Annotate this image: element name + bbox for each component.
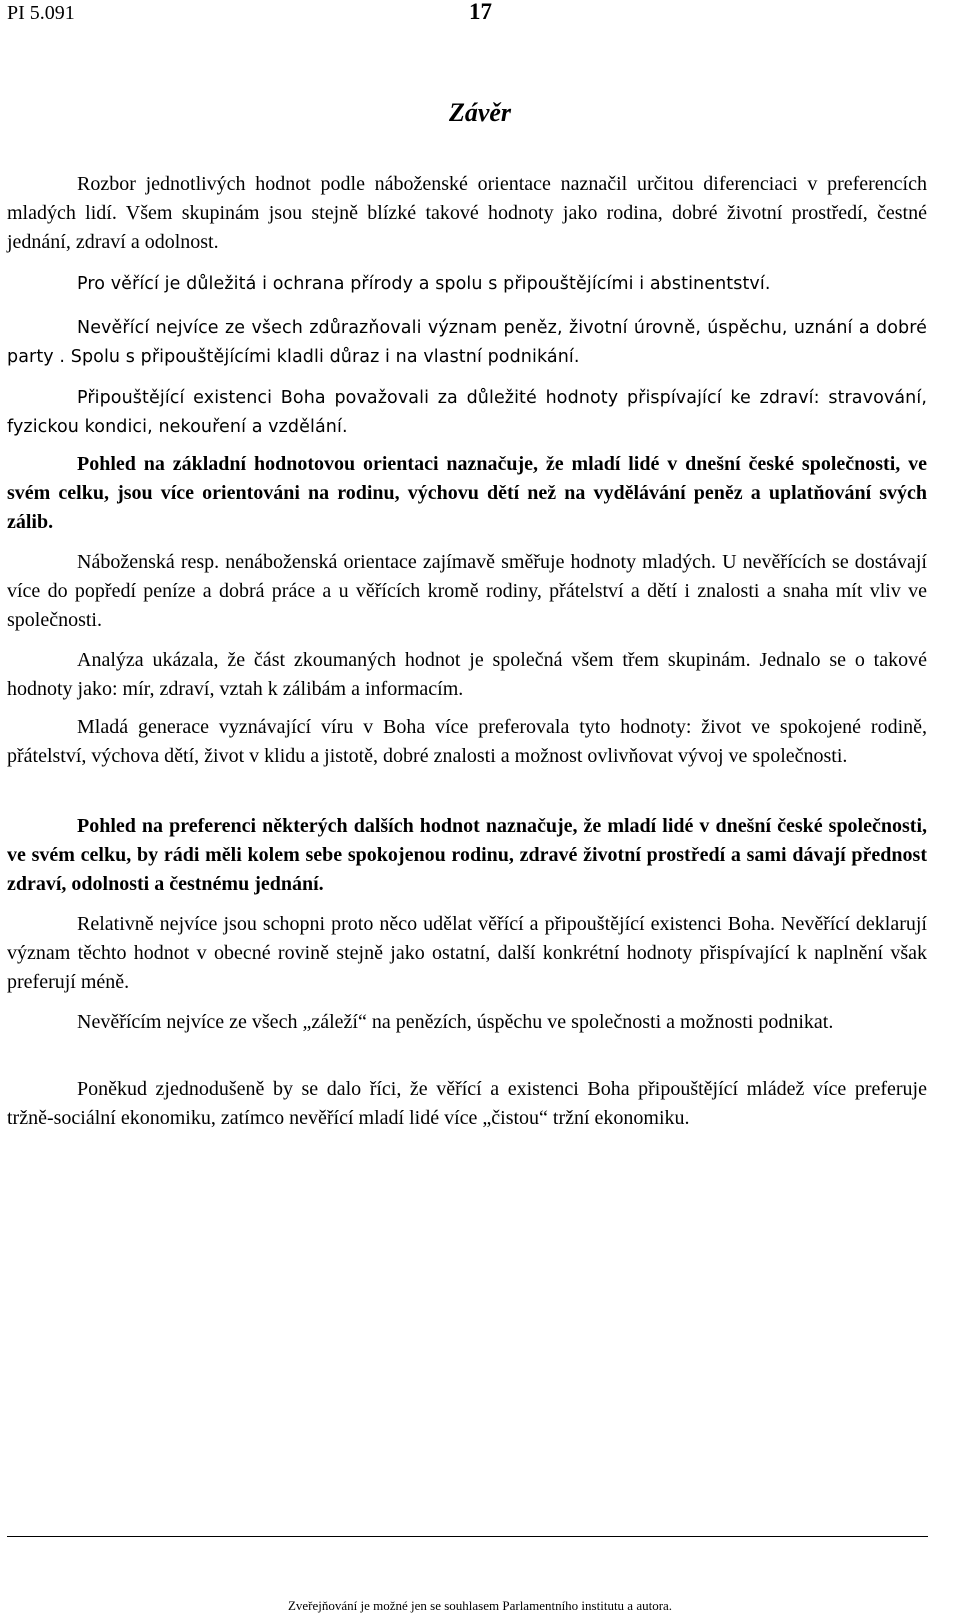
footer-note: Zveřejňování je možné jen se souhlasem Parlamentního institutu a autora. (287, 1598, 673, 1613)
paragraph-simplified: Poněkud zjednodušeně by se dalo říci, že věřící a existenci Boha připouštějící mládež více preferuje tržně-sociální ekonomiku, zatímco nevěřící mladí lidé více „čistou“ tržní ekonomiku. (7, 1078, 927, 1129)
paragraph-nonbelievers: Nevěřící nejvíce ze všech zdůrazňovali význam peněz, životní úrovně, úspěchu, uznání a dobré party . Spolu s připouštějícími kladli důraz i na vlastní podnikání. (7, 318, 927, 367)
paragraph-admitting: Připouštějící existenci Boha považovali za důležité hodnoty přispívající ke zdraví: stravování, fyzickou kondici, nekouření a vzdělání. (7, 388, 927, 437)
paragraph-young-generation: Mladá generace vyznávající víru v Boha více preferovala tyto hodnoty: život ve spokojené rodině, přátelství, výchova dětí, život v klidu a jistotě, dobré znalosti a možnost ovlivňovat vývoj ve společnosti. (7, 716, 927, 767)
paragraph-basic-orientation: Pohled na základní hodnotovou orientaci naznačuje, že mladí lidé v dnešní české společnosti, ve svém celku, jsou více orientováni na rodinu, výchovu dětí než na vydělávání peněz a uplatňování svých zálib. (7, 453, 927, 533)
page-number: 17 (469, 0, 492, 24)
footer-divider (7, 1536, 928, 1537)
paragraph-religious-orientation: Náboženská resp. nenáboženská orientace zajímavě směřuje hodnoty mladých. U nevěřících se dostávají více do popředí peníze a dobrá práce a u věřících kromě rodiny, přátelství a dětí i znalosti a snaha mít vliv ve společnosti. (7, 551, 927, 631)
paragraph-believers: Pro věřící je důležitá i ochrana přírody a spolu s připouštějícími i abstinentství. (77, 274, 771, 294)
paragraph-intro: Rozbor jednotlivých hodnot podle náboženské orientace naznačil určitou diferenciaci v preferencích mladých lidí. Všem skupinám jsou stejně blízké takové hodnoty jako rodina, dobré životní prostředí, čestné jednání, zdraví a odolnost. (7, 173, 927, 253)
document-id: PI 5.091 (7, 2, 75, 24)
paragraph-relatively: Relativně nejvíce jsou schopni proto něco udělat věřící a připouštějící existenci Boha. Nevěřící deklarují význam těchto hodnot v obecné rovině stejně jako ostatní, další konkrétní hodnoty přispívající k naplnění však preferují méně. (7, 913, 927, 993)
paragraph-analysis: Analýza ukázala, že část zkoumaných hodnot je společná všem třem skupinám. Jednalo se o takové hodnoty jako: mír, zdraví, vztah k zálibám a informacím. (7, 649, 927, 700)
page-title: Závěr (448, 98, 512, 127)
paragraph-preference-view: Pohled na preferenci některých dalších hodnot naznačuje, že mladí lidé v dnešní české společnosti, ve svém celku, by rádi měli kolem sebe spokojenou rodinu, zdravé životní prostředí a sami dávají přednost zdraví, odolnosti a čestnému jednání. (7, 815, 927, 895)
paragraph-nonbelievers-care: Nevěřícím nejvíce ze všech „záleží“ na penězích, úspěchu ve společnosti a možnosti podnikat. (77, 1011, 834, 1033)
